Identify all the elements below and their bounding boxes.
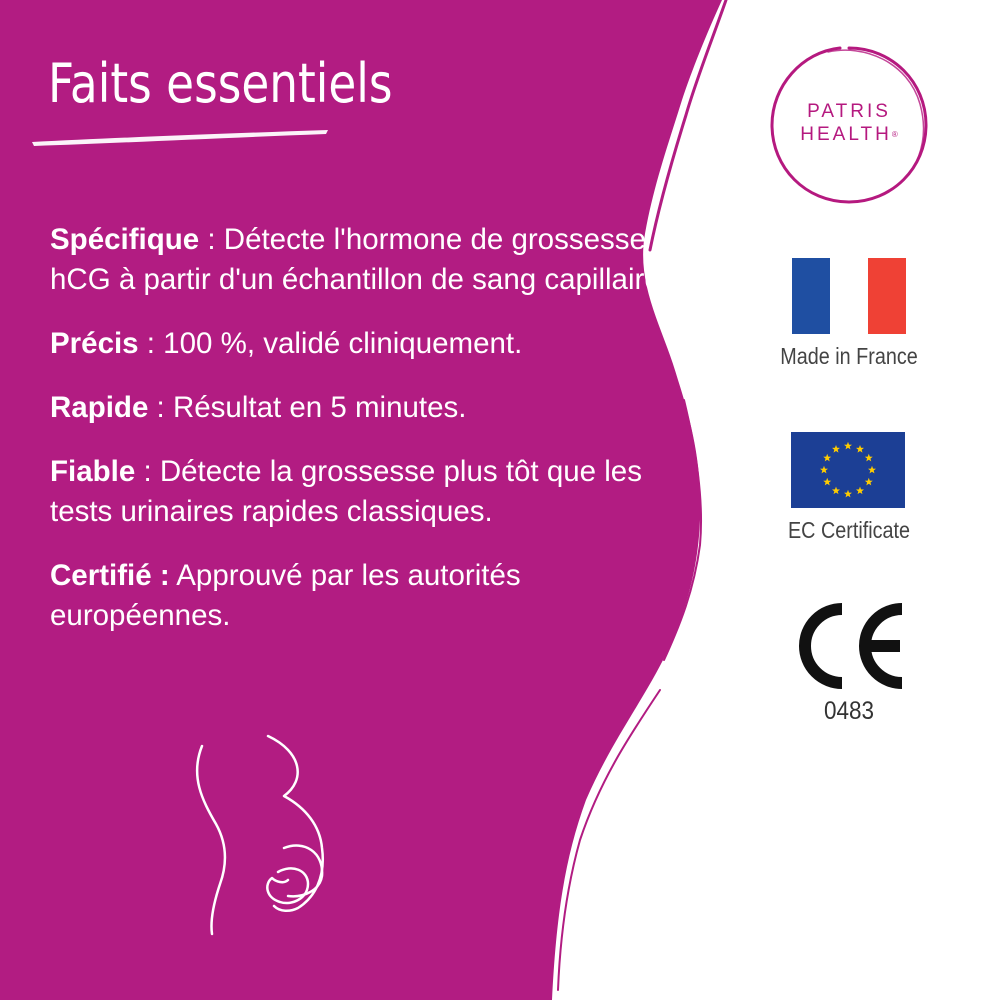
fact-label: Spécifique — [50, 223, 200, 256]
fact-text: Approuvé par les autorités européennes. — [50, 559, 521, 632]
ce-notified-body-number: 0483 — [823, 697, 875, 725]
fact-label: Certifié : — [50, 559, 170, 592]
ec-certificate-label: EC Certificate — [787, 517, 911, 543]
made-in-france-label: Made in France — [780, 343, 918, 369]
ce-mark-icon — [790, 603, 908, 689]
pregnant-silhouette-icon — [180, 730, 380, 940]
facts-list — [50, 220, 670, 660]
registered-mark: ® — [891, 130, 898, 139]
fact-separator: : — [148, 391, 173, 424]
fact-item — [50, 556, 670, 636]
fact-text: Résultat en 5 minutes. — [172, 391, 467, 424]
fact-separator: : — [199, 223, 224, 256]
fact-item — [50, 324, 670, 364]
fact-item — [50, 220, 670, 300]
fact-separator: : — [135, 455, 160, 488]
eu-flag-icon — [791, 432, 905, 508]
fact-item — [50, 452, 670, 532]
fact-text: 100 %, validé cliniquement. — [163, 327, 523, 360]
page-title: Faits essentiels — [48, 52, 393, 115]
brand-name-line2: HEALTH® — [800, 124, 898, 145]
france-flag-icon — [792, 258, 906, 334]
title-brush-underline — [30, 128, 330, 148]
fact-item — [50, 388, 670, 428]
fact-text: Détecte l'hormone de grossesse hCG à partir d'un échantillon de sang capillaire. — [50, 223, 669, 296]
brand-name-line1: PATRIS — [807, 101, 891, 122]
fact-label: Fiable — [50, 455, 136, 488]
brand-logo-text — [768, 100, 930, 146]
fact-text: Détecte la grossesse plus tôt que les tests urinaires rapides classiques. — [50, 455, 642, 528]
fact-label: Précis — [50, 327, 139, 360]
fact-label: Rapide — [50, 391, 149, 424]
fact-separator: : — [138, 327, 164, 360]
